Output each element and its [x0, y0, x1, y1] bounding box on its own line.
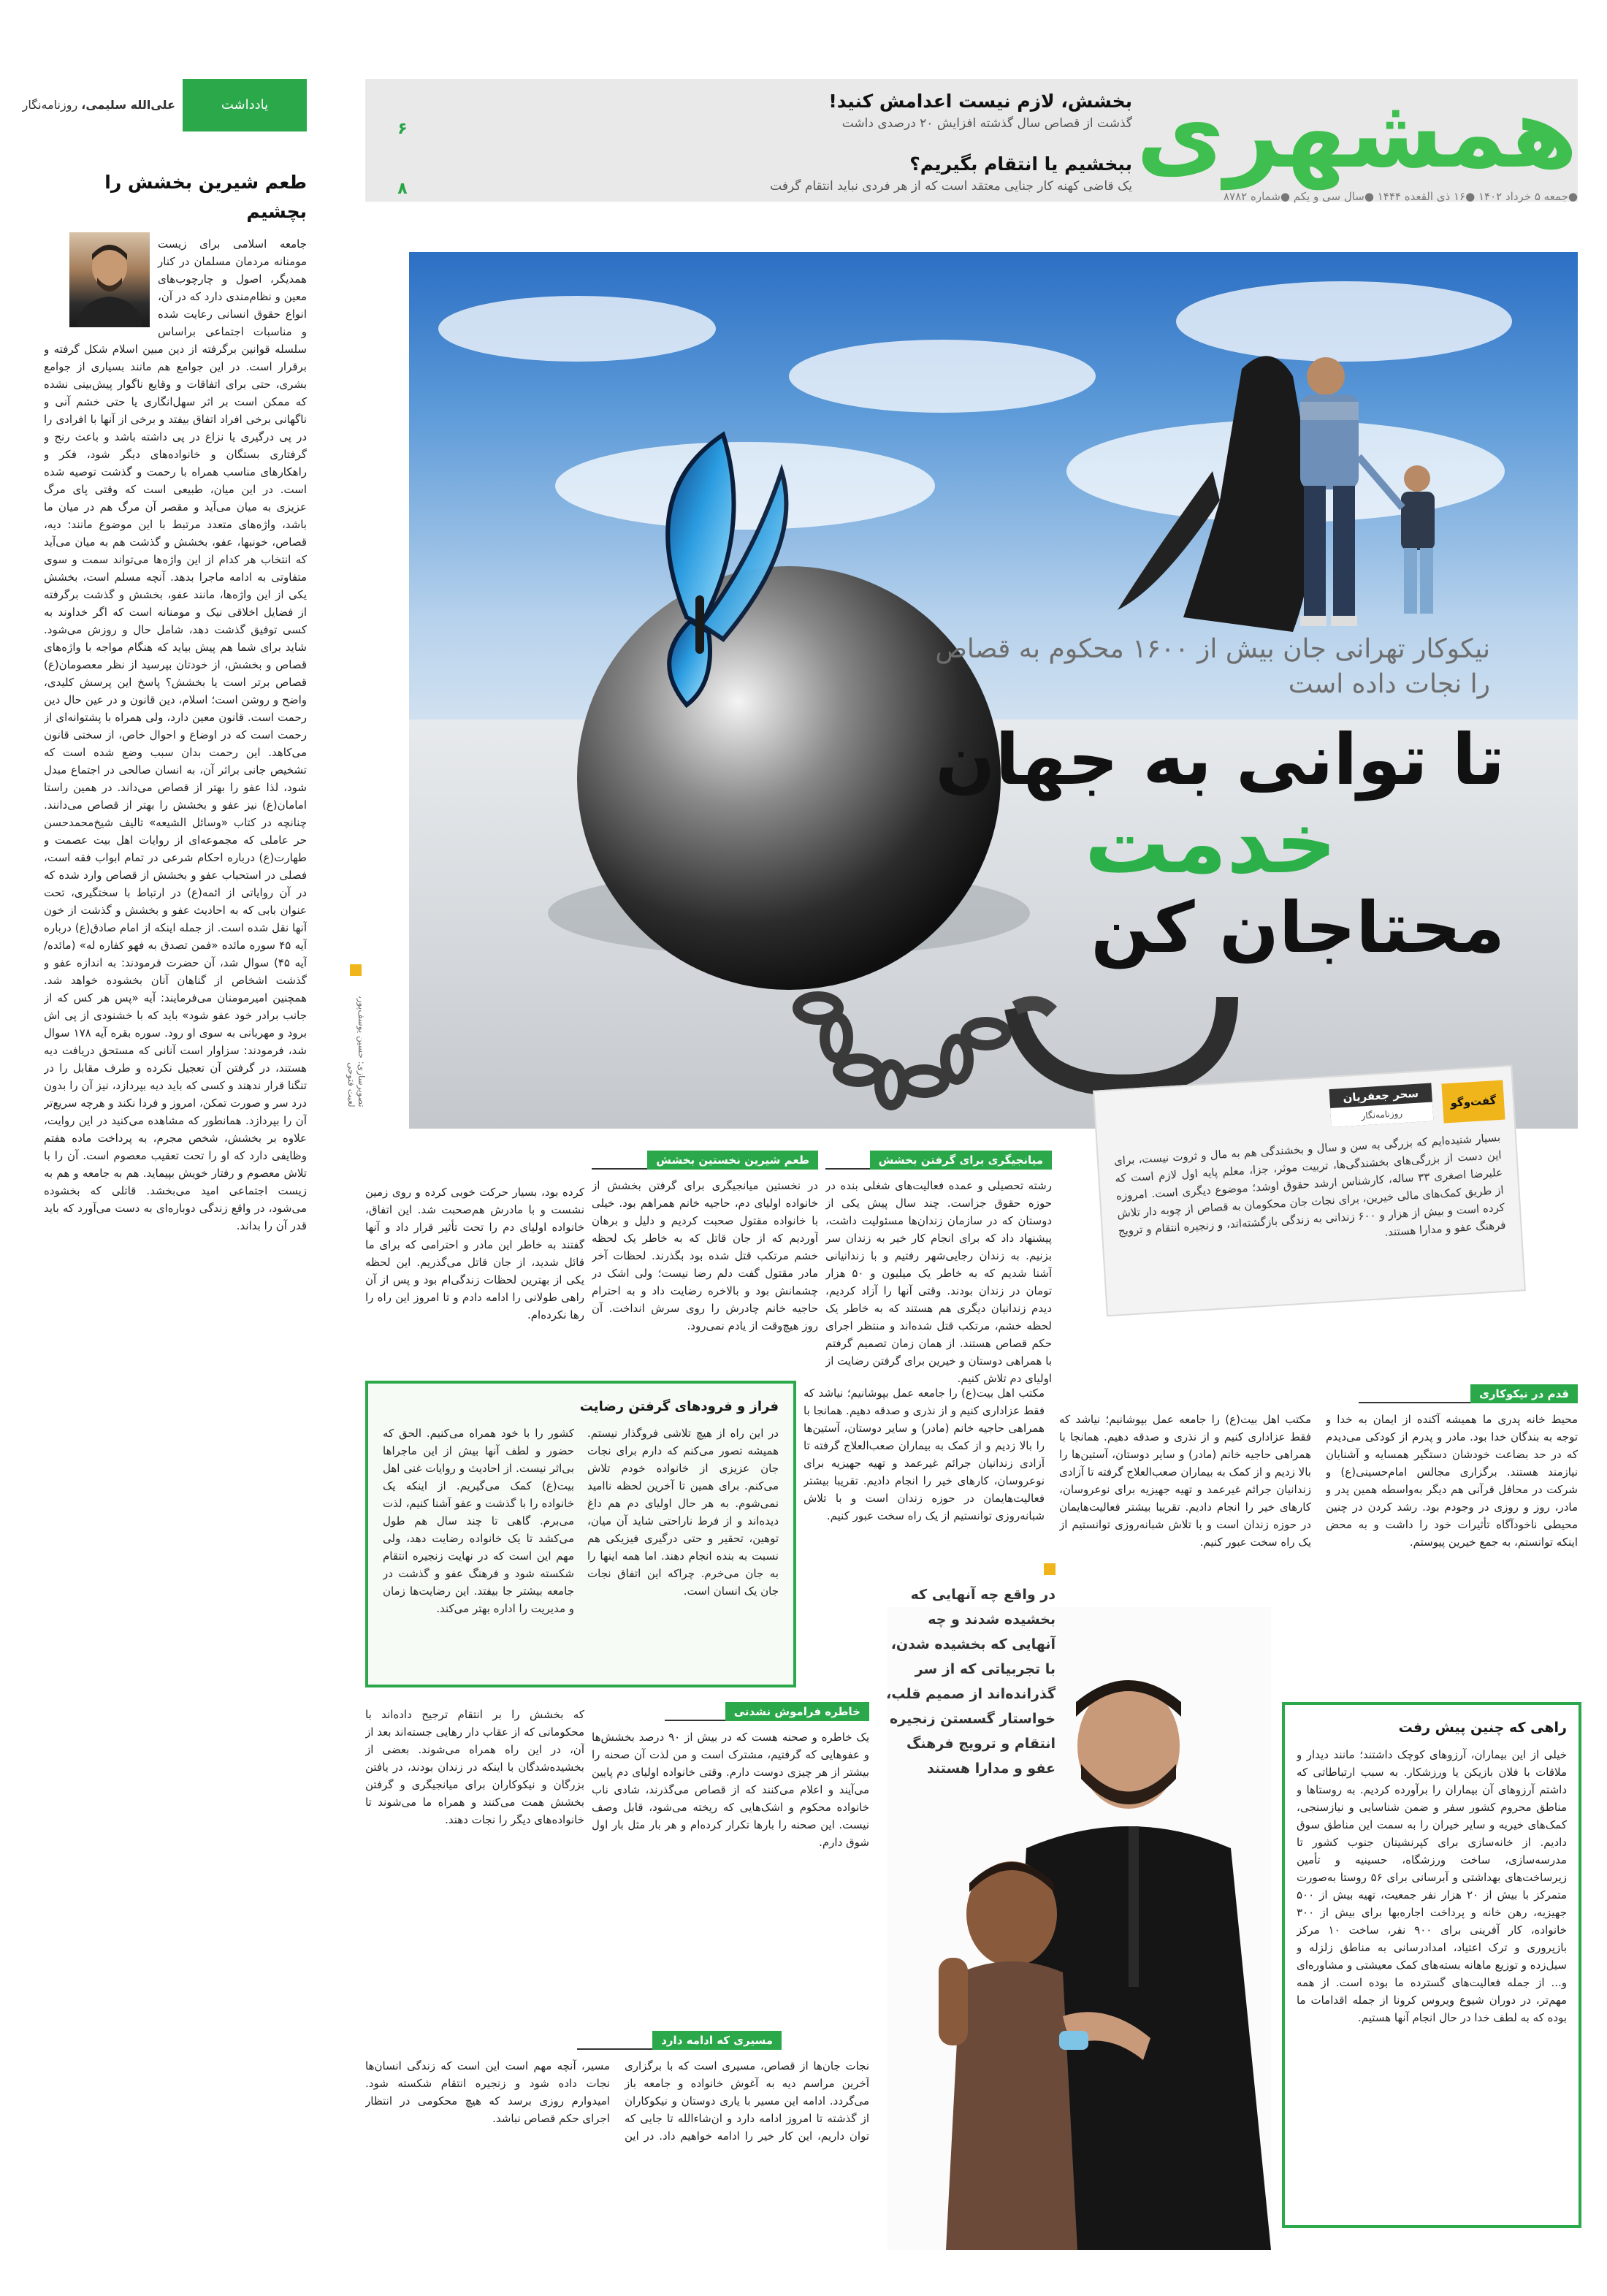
- column-title: طعم شیرین بخشش را بچشیم: [104, 172, 307, 222]
- section-4-text-a: محیط خانه پدری ما همیشه آکنده از ایمان به خدا و توجه به بندگان خدا بود. مادر و پدرم از کودکی می‌دیدم که در حد بضاعت خودشان دستگیر همسایه و آشنایان نیازمند هستند. برگزاری مجالس امام‌حسینی(ع) و شرکت در محافل قرآنی هم دیگر به‌واسطه همین پدر و مادر، روز و روزی در وجودم بود. رشد کردن در چنین محیطی ناخودآگاه تأثیرات خود را داشت و به محض اینکه توانستم، به جمع خیرین پیوستم.: [1326, 1413, 1578, 1549]
- hero-title-line3[interactable]: محتاجان کن: [1091, 887, 1505, 969]
- interviewer-name: سحر جعفریان: [1342, 1086, 1419, 1105]
- newspaper-logo[interactable]: همشهری: [1136, 77, 1578, 190]
- section-5: [592, 1702, 869, 2024]
- column-header: [0, 79, 307, 131]
- section-5-header: خاطره فراموش نشدنی: [665, 1702, 869, 1721]
- interview-intro: بسیار شنیده‌ایم که بزرگی به سن و سال و بخشندگی هم به مال و ثروت نیست، برای این دست از بزرگی‌های بخشندگی‌ها، تربیت موثر، جزا، معلم پایه اول لازم است که علیرضا اصغری ۳۳ ساله، کارشناس ارشد حقوق اوشد؛ موضوع دیگری است. امروزه از طریق کمک‌های مالی خیرین، برای نجات جان محکومان به قصاص از چوبه دار تلاش کرده است و بیش از هزار و ۶۰۰ زندانی به زندگی بازگشته‌اند، و زنجیره انتقام و ترویج فرهنگ عفو و مدارا هستند.: [1113, 1130, 1506, 1239]
- teaser-1-title[interactable]: بخشش، لازم نیست اعدامش کنید!: [828, 91, 1132, 112]
- section-1-continued: مکتب اهل بیت(ع) را جامعه عمل بپوشانیم؛ نیاشد که فقط عزاداری کنیم و از نذری و صدقه دهیم. همانجا با همراهی حاجیه خانم (مادر) و سایر دوستان، آستین‌ها را بالا زدیم و از کمک به بیماران صعب‌العلاج گرفته تا آزادی زندانیان جرائم غیرعمد و تهیه جهیزیه برای نوعروسان، کارهای خیر را انجام دادیم. تقریبا بیشتر فعالیت‌هایمان در حوزه زندان است و با تلاش شبانه‌روزی توانستیم از یک راه سخت عبور کنیم.: [804, 1387, 1045, 1522]
- section-5-continued: که بخشش را بر انتقام ترجیح داده‌اند با محکومانی که از عقاب دار رهایی جسته‌اند بعد از آن، در این راه همراه می‌شوند. بعضی از بخشیده‌شدگان با اینکه در زندان بودند، در یافتن بزرگان و نیکوکاران برای میانجیگری و گرفتن بخشش همت می‌کنند و همراه ما می‌شوند تا خانواده‌های دیگر را نجات دهند.: [365, 1708, 584, 1826]
- section-6-header: مسیری که ادامه دارد: [577, 2031, 782, 2050]
- quote-box: [365, 1381, 796, 1687]
- side-box-text: خیلی از این بیماران، آرزوهای کوچک داشتند؛ مانند دیدار و ملاقات با فلان بازیکن یا ورزشکار. به سبب ارتباطاتی که داشتم آرزوهای آن بیماران را برآورده کردیم. به روستاها و مناطق محروم کشور سفر و ضمن شناسایی و نیازسنجی، کمک‌های خیریه و سایر خیران را به سمت این مناطق سوق دادیم. از خانه‌سازی برای کپرنشینان جنوب کشور تا مدرسه‌سازی، ساخت ورزشگاه، حسینیه و تأمین زیرساخت‌های بهداشتی و آبرسانی برای ۵۶ روستا به‌صورت متمرکز با بیش از ۲۰ هزار نفر جمعیت، تهیه بیش از ۵۰۰ جهیزیه، رهن خانه و پرداخت اجاره‌بها برای بیش از ۳۰۰ خانواده، کار آفرینی برای ۹۰۰ نفر، ساخت ۱۰ مرکز بازپروری و ترک اعتیاد، امدادرسانی به مناطق زلزله و سیل‌زده و توزیع ماهانه بسته‌های کمک معیشتی و مشاوره‌ای و... از جمله فعالیت‌های گسترده ما بوده است. از همه مهم‌تر، در دوران شیوع ویروس کرونا از جمله اقدامات ما بوده که به لطف خدا در حال انجام آنها هستیم.: [1297, 1748, 1567, 2024]
- section-2-text: در نخستین میانجیگری برای گرفتن بخشش از خانواده اولیای دم، حاجیه خانم همراهم بود. خیلی با خانواده مقتول صحبت کردیم و دلیل و برهان آوردیم که از جان قاتل که به خاطر یک لحظه خشم مرتکب قتل شده بود بگذرند. لحظات آخر مادر مقتول گفت دلم رضا نیست؛ ولی اشک در چشمانش بود و بالاخره رضایت داد و به احترام حاجیه خانم چادرش را روی سرش انداخت. آن روز هیچ‌وقت از یادم نمی‌رود.: [592, 1179, 818, 1332]
- section-3-text: کرده بود، بسیار حرکت خوبی کرده و روی زمین نشست و با مادرش هم‌صحبت شد. این اتفاق، خانواده اولیای دم را تحت تأثیر قرار داد و آنها گفتند به خاطر این مادر و احترامی که برای ما قائل شدید، از جان قاتل می‌گذریم. این لحظه یکی از بهترین لحظات زندگی‌ام بود و پس از آن راهی طولانی را ادامه دادم و تا امروز این راه را رها نکرده‌ام.: [365, 1186, 584, 1321]
- hero-kicker: نیکوکار تهرانی جان بیش از ۱۶۰۰ محکوم به قصاص را نجات داده است: [935, 634, 1490, 699]
- author-portrait-icon: [69, 232, 150, 327]
- section-4-text-b: مکتب اهل بیت(ع) را جامعه عمل بپوشانیم؛ نیاشد که فقط عزاداری کنیم و از نذری و صدقه دهیم. همانجا با همراهی حاجیه خانم (مادر) و سایر دوستان، آستین‌ها را بالا زدیم و از کمک به بیماران صعب‌العلاج گرفته تا آزادی زندانیان جرائم غیرعمد و تهیه جهیزیه برای نوعروسان، کارهای خیر را انجام دادیم. تقریبا بیشتر فعالیت‌هایمان در حوزه زندان است و با تلاش شبانه‌روزی توانستیم از یک راه سخت عبور کنیم.: [1059, 1413, 1311, 1549]
- side-box: [1282, 1702, 1581, 2228]
- column-text: جامعه اسلامی برای زیست مومنانه مردمان مسلمان در کنار همدیگر، اصول و چارچوب‌های معین و نظام‌مندی دارد که در آن، انواع حقوق انسانی رعایت شده و مناسبات اجتماعی براساس سلسله قوانین برگرفته از دین مبین اسلام شکل گرفته و برقرار است. در این جوامع هم مانند بسیاری از جوامع بشری، حتی برای اتفاقات و وقایع ناگوار پیش‌بینی نشده که ممکن است بر اثر سهل‌انگاری یا حتی خشم آنی و ناگهانی برخی افراد اتفاق بیفتد و برخی از آنها با افرادی را در پی درگیری یا نزاع در پی داشته باشد و باعث رنج و گرفتاری بستگان و خانواده‌های دیگر شود، فکر و راهکارهای مناسب همراه با رحمت و گذشت توصیه شده است. در این میان، طبیعی است که وقتی پای مرگ عزیزی به میان می‌آید و مقصر آن مرگ هم در میان ما باشد، واژه‌های متعدد مرتبط با این موضوع مانند: دیه، قصاص، خونبها، عفو، بخشش و گذشت هم به میان می‌آید که انتخاب هر کدام از این واژه‌ها می‌تواند سمت و سوی متفاوتی به ادامه ماجرا بدهد. آنچه مسلم است، بخشش یکی از این واژه‌ها، مانند عفو، بخشش و گذشت برگرفته از فضایل اخلاقی نیک و مومنانه است که اگر خداوند به کسی توفیق گذشت دهد، شامل حال و روزش می‌شود. شاید برای شما هم پیش بیاید که هنگام مواجه با واژه‌های قصاص و بخشش، از خودتان بپرسید از نظر معصومان(ع) قصاص برتر است یا بخشش؟ پاسخ این پرسش کلیدی، واضح و روشن است؛ اسلام، دین قانون و در عین حال دین رحمت است. قانون معین دارد، ولی همراه با پشتوانه‌ای از رحمت است که در اوضاع و احوال خاص، از سختی قانون می‌کاهد. این رحمت بدان سبب وضع شده است که تشخیص جانی براثر آن، به انسان صالحی در اجتماع مبدل شود، لذا عفو را بهتر از قصاص می‌داند. در همین راستا امامان(ع) نیز عفو و بخشش را بهتر از قصاص می‌دانند. چنانچه در کتاب «وسائل الشیعه» تالیف شیخ‌محمد‌حسن حر عاملی که مجموعه‌ای از روایات اهل بیت عصمت و طهارت(ع) درباره احکام شرعی در تمام ابواب فقه است، فصلی در استحباب عفو و بخشش از قصاص وارد شده که در آن روایاتی از ائمه(ع) در ارتباط با سختگیری، تحت عنوان بابی که به احادیث عفو و بخشش و گذشت از خون آنها نقل شده است. از جمله اینکه از امام صادق(ع) درباره آیه ۴۵ سوره مائده «فمن تصدق به فهو کفاره له» (مائده/آیه ۴۵) سوال شد، آن حضرت فرمودند: به اندازه عفو و گذشت اشخاص از گناهان آنان بخشوده خواهد شد. همچنین امیرمومنان می‌فرمایند: آیه «پس هر کس که از جانب برادر خود عفو شود» باید که با خشنودی از پی اش برود و مهربانی به سوی او رود. سوره بقره آیه ۱۷۸ سوال شد، فرمودند: سزاوار است آنانی که مستحق دریافت دیه هستند، در گرفتن آن تعجیل نکرده و طرف مقابل را در تنگنا قرار ندهند و کسی که باید دیه بپردازد، نیز آن را بدون درد سر و صورت تمکن، امروز و فردا نکند و هرچه سریع‌تر آن را بپردازد. همانطور که مشاهده می‌کنید در این روایت، علاوه بر بخشش، شخص مجرم، به پرداخت ماده هفتم وظایفی دارد که او را تحت تعقیب معصوم است. آن را با تلاش معصوم و رفتار خویش بپیماید. هم به جامعه و هم به زیست اجتماعی امید می‌بخشد. قاتلی که بخشوده می‌شود، در واقع زندگی دوباره‌ای به دست می‌آورد که باید قدر آن را بداند.: [44, 237, 307, 1232]
- side-box-title: راهی که چنین پیش رفت: [1398, 1720, 1567, 1736]
- section-4-header: قدم در نیکوکاری: [1359, 1384, 1578, 1403]
- column-label: یادداشت: [183, 79, 307, 131]
- masthead: [365, 79, 1578, 202]
- teaser-2-page[interactable]: ۸: [397, 180, 408, 198]
- credit-marker: [350, 964, 362, 976]
- section-2: [592, 1151, 818, 1362]
- column-body: [44, 235, 307, 2193]
- section-6: [365, 2031, 869, 2221]
- teaser-2[interactable]: [438, 152, 1132, 196]
- photo-credit-bar: [345, 964, 367, 1107]
- photo-credit: تصویرسازی: حسین یوسف‌پور، لعبت فتوحی: [346, 996, 367, 1107]
- author-role: روزنامه‌نگار: [22, 98, 82, 112]
- caption-marker: [1044, 1563, 1056, 1575]
- quote-box-columns: [383, 1424, 779, 1673]
- hero-title-line2[interactable]: خدمت: [1084, 794, 1337, 893]
- interviewer: [1329, 1083, 1434, 1127]
- column-author: [0, 79, 175, 131]
- section-1-header: میانجیگری برای گرفتن بخشش: [825, 1151, 1052, 1170]
- teaser-1-sub: گذشت از قصاص سال گذشته افزایش ۲۰ درصدی داشت: [841, 116, 1132, 131]
- teaser-1[interactable]: [438, 89, 1132, 133]
- quote-box-text-b: کشور را با خود همراه می‌کنیم. الحق که حضور و لطف آنها بیش از این ماجراها بی‌اثر نیست. از احادیث و روایات غنی اهل بیت(ع) کمک می‌گیریم. از اینکه یک خانواده را با گذشت و عفو آشنا کنیم، لذت می‌برم. گاهی تا چند سال هم طول می‌کشد تا یک خانواده رضایت دهد، ولی مهم این است که در نهایت زنجیره انتقام شکسته شود و فرهنگ عفو و گذشت در جامعه بیشتر جا بیفتد. این رضایت‌ها زمان و مدیریت را اداره بهتر می‌کند.: [383, 1427, 574, 1615]
- hero-title-line1[interactable]: تا توانی به جهان: [935, 719, 1505, 801]
- teaser-1-page[interactable]: ۶: [397, 120, 408, 138]
- interview-card: [1093, 1065, 1526, 1317]
- author-photo: [69, 232, 150, 327]
- quote-box-title: فراز و فرودهای گرفتن رضایت: [579, 1399, 779, 1414]
- section-2-header: طعم شیرین نخستین بخشش: [592, 1151, 818, 1170]
- section-1-text: رشته تحصیلی و عمده فعالیت‌های شغلی بنده در حوزه حقوق جزاست. چند سال پیش یکی از دوستان که در سازمان زندان‌ها مسئولیت داشت، پیشنهاد داد که برای انجام کار خیر به زندان سر بزنیم. به زندان رجایی‌شهر رفتیم و با زندانیانی آشنا شدیم که به خاطر یک میلیون و ۵۰ هزار تومان در زندان بودند. وقتی آنها را آزاد کردیم، دیدم زندانیان دیگری هم هستند که به خاطر یک لحظه خشم، مرتکب قتل شده‌اند و منتظر اجرای حکم قصاص هستند. از همان زمان تصمیم گرفتم با همراهی دوستان و خیرین برای گرفتن رضایت از اولیای دم تلاش کنیم.: [825, 1179, 1052, 1385]
- caption-text: در واقع چه آنهایی که بخشیده شدند و چه آنهایی که بخشیده شدن، با تجربیاتی که از سر گذرانده‌اند از صمیم قلب، خواستار گسستن زنجیره انتقام و ترویج فرهنگ عفو و مدارا هستند: [886, 1587, 1056, 1777]
- dateline: ●جمعه ۵ خرداد ۱۴۰۲ ●۱۶ ذی القعده ۱۴۴۴ ●سال سی و یکم ●شماره ۸۷۸۲: [1224, 190, 1578, 203]
- section-5-text: یک خاطره و صحنه هست که در بیش از ۹۰ درصد بخشش‌ها و عفوهایی که گرفتیم، مشترک است و من لذت آن صحنه را بیشتر از هر چیزی دوست دارم. وقتی خانواده اولیای دم پایین می‌آیند و اعلام می‌کنند که از قصاص می‌گذرند، شادی ناب خانواده محکوم و اشک‌هایی که ریخته می‌شود، قابل وصف نیست. این صحنه را بارها تکرار کرده‌ام و هر بار مثل بار اول شوق دارم.: [592, 1731, 869, 1849]
- teaser-2-sub: یک قاضی کهنه کار جنایی معتقد است که از هر فردی نباید انتقام گرفت: [770, 179, 1132, 194]
- interview-label: گفت‌وگو: [1441, 1080, 1505, 1124]
- photo-caption: [884, 1563, 1056, 1781]
- author-name: علی‌الله سلیمی،: [81, 98, 175, 112]
- hero-illustration: [409, 252, 1578, 1129]
- section-6-text: نجات جان‌ها از قصاص، مسیری است که با برگزاری آخرین مراسم دیه به آغوش خانواده و جامعه باز می‌گردد. ادامه این مسیر با یاری دوستان و نیکوکاران از گذشته تا امروز ادامه دارد و ان‌شاءالله تا جایی که توان داریم، این کار خیر را ادامه خواهیم داد. در این مسیر، آنچه مهم است این است که زندگی انسان‌ها نجات داده شود و زنجیره انتقام شکسته شود. امیدوارم روزی برسد که هیچ محکومی در انتظار اجرای حکم قصاص نباشد.: [365, 2059, 869, 2143]
- quote-box-text-a: در این راه از هیچ تلاشی فروگذار نیستم. همیشه تصور می‌کنم که دارم برای نجات جان عزیزی از خانواده خودم تلاش می‌کنم. برای همین تا آخرین لحظه ناامید نمی‌شوم. به هر حال اولیای دم هم داغ دیده‌اند و از فرط ناراحتی شاید آن میان، توهین، تحقیر و حتی درگیری فیزیکی هم نسبت به بنده انجام دهند. اما همه اینها را به جان می‌خرم. چراکه این اتفاق نجات جان یک انسان است.: [587, 1427, 779, 1598]
- teaser-2-title[interactable]: ببخشیم یا انتقام بگیریم؟: [909, 153, 1132, 175]
- interviewer-role: روزنامه‌نگار: [1330, 1102, 1433, 1126]
